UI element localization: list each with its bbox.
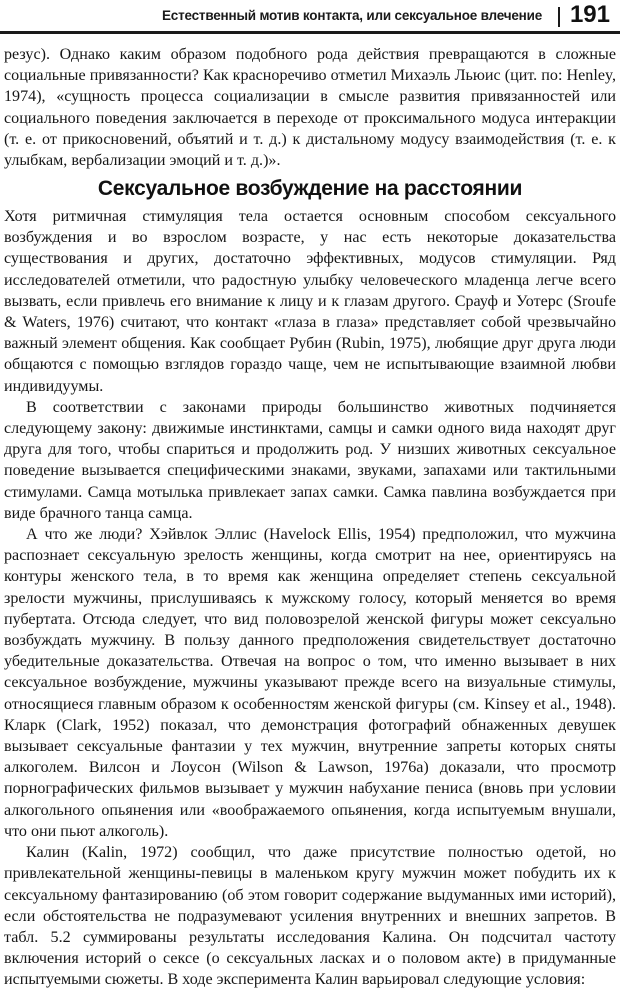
paragraph: В соответствии с законами природы большинство животных подчиняется следующему закону: движимые инстинктами, самцы и самки одного вида находят друг друга для того, чтобы спариться и продолжить род. У низших животных сексуальное поведение вызывается специфическими знаками, звуками, запахами или тактильными стимулами. Самца мотылька привлекает запах самки. Самка павлина возбуждается при виде брачного танца самца. [4,398,616,522]
paragraph: А что же люди? Хэйвлок Эллис (Havelock Ellis, 1954) предположил, что мужчина распознает сексуальную зрелость женщины, когда смотрит на нее, ориентируясь на контуры женского тела, в то время как женщина определяет степень сексуальной зрелости мужчины, прислушиваясь к мужскому голосу, который меняется во время пубертата. Отсюда следует, что вид половозрелой женской фигуры может сексуально возбуждать мужчину. В пользу данного предположения свидетельствует достаточно убедительные доказательства. Отвечая на вопрос о том, что именно вызывает в них сексуальное возбуждение, мужчины указывают прежде всего на визуальные стимулы, относящиеся главным образом к особенностям женской фигуры (см. Kinsey et al., 1948). Кларк (Clark, 1952) показал, что демонстрация фотографий обнаженных девушек вызывает сексуальные фантазии у тех мужчин, внутренние запреты которых сняты алкоголем. Вилсон и Лоусон (Wilson & Lawson, 1976a) доказали, что просмотр порнографических фильмов вызывает у мужчин набухание пениса (вновь при условии алкогольного опьянения или «воображаемого опьянения, когда испытуемым внушали, что они пьют алкоголь). [4,526,616,840]
body-text-top [4,44,616,171]
paragraph: Хотя ритмичная стимуляция тела остается основным способом сексуального возбуждения и во взрослом возрасте, у нас есть некоторые доказательства существования и других, достаточно эффективных, модусов стимуляции. Ряд исследователей отметили, что радостную улыбку человеческого младенца легче всего вызвать, если привлечь его внимание к лицу и к глазам другого. Срауф и Уотерс (Sroufe & Waters, 1976) считают, что контакт «глаза в глаза» представляет собой чрезвычайно важный элемент общения. Как сообщает Рубин (Rubin, 1975), любящие друг друга люди общаются с помощью взглядов гораздо чаще, чем не испытывающие взаимной любви индивидуумы. [4,208,616,395]
page-header [0,0,620,34]
body-text-main [4,206,616,991]
paragraph: Калин (Kalin, 1972) сообщил, что даже присутствие полностью одетой, но привлекательной женщины-певицы в маленьком кругу мужчин может побудить их к сексуальному фантазированию (об этом говорит содержание выдуманных ими историй), если обстоятельства не подразумевают усиления внутренних и внешних запретов. В табл. 5.2 суммированы результаты исследования Калина. Он подсчитал частоту включения историй о сексе (о сексуальных ласках и о половом акте) в придуманные испытуемыми сюжеты. В ходе эксперимента Калин варьировал следующие условия: [4,844,616,989]
page-number: 191 [569,1,610,28]
running-title: Естественный мотив контакта, или сексуальное влечение [161,8,542,23]
paragraph: резус). Однако каким образом подобного рода действия превращаются в сложные социальные привязанности? Как красноречиво отметил Михаэль Льюис (цит. по: Henley, 1974), «сущность процесса социализации в смысле развития привязанностей или социального поведения заключается в переходе от проксимального модуса интеракции (т. е. от прикосновений, объятий и т. д.) к дистальному модусу взаимодействия (т. е. к улыбкам, вербализации эмоций и т. д.)». [4,46,616,170]
section-heading: Сексуальное возбуждение на расстоянии [97,177,523,200]
